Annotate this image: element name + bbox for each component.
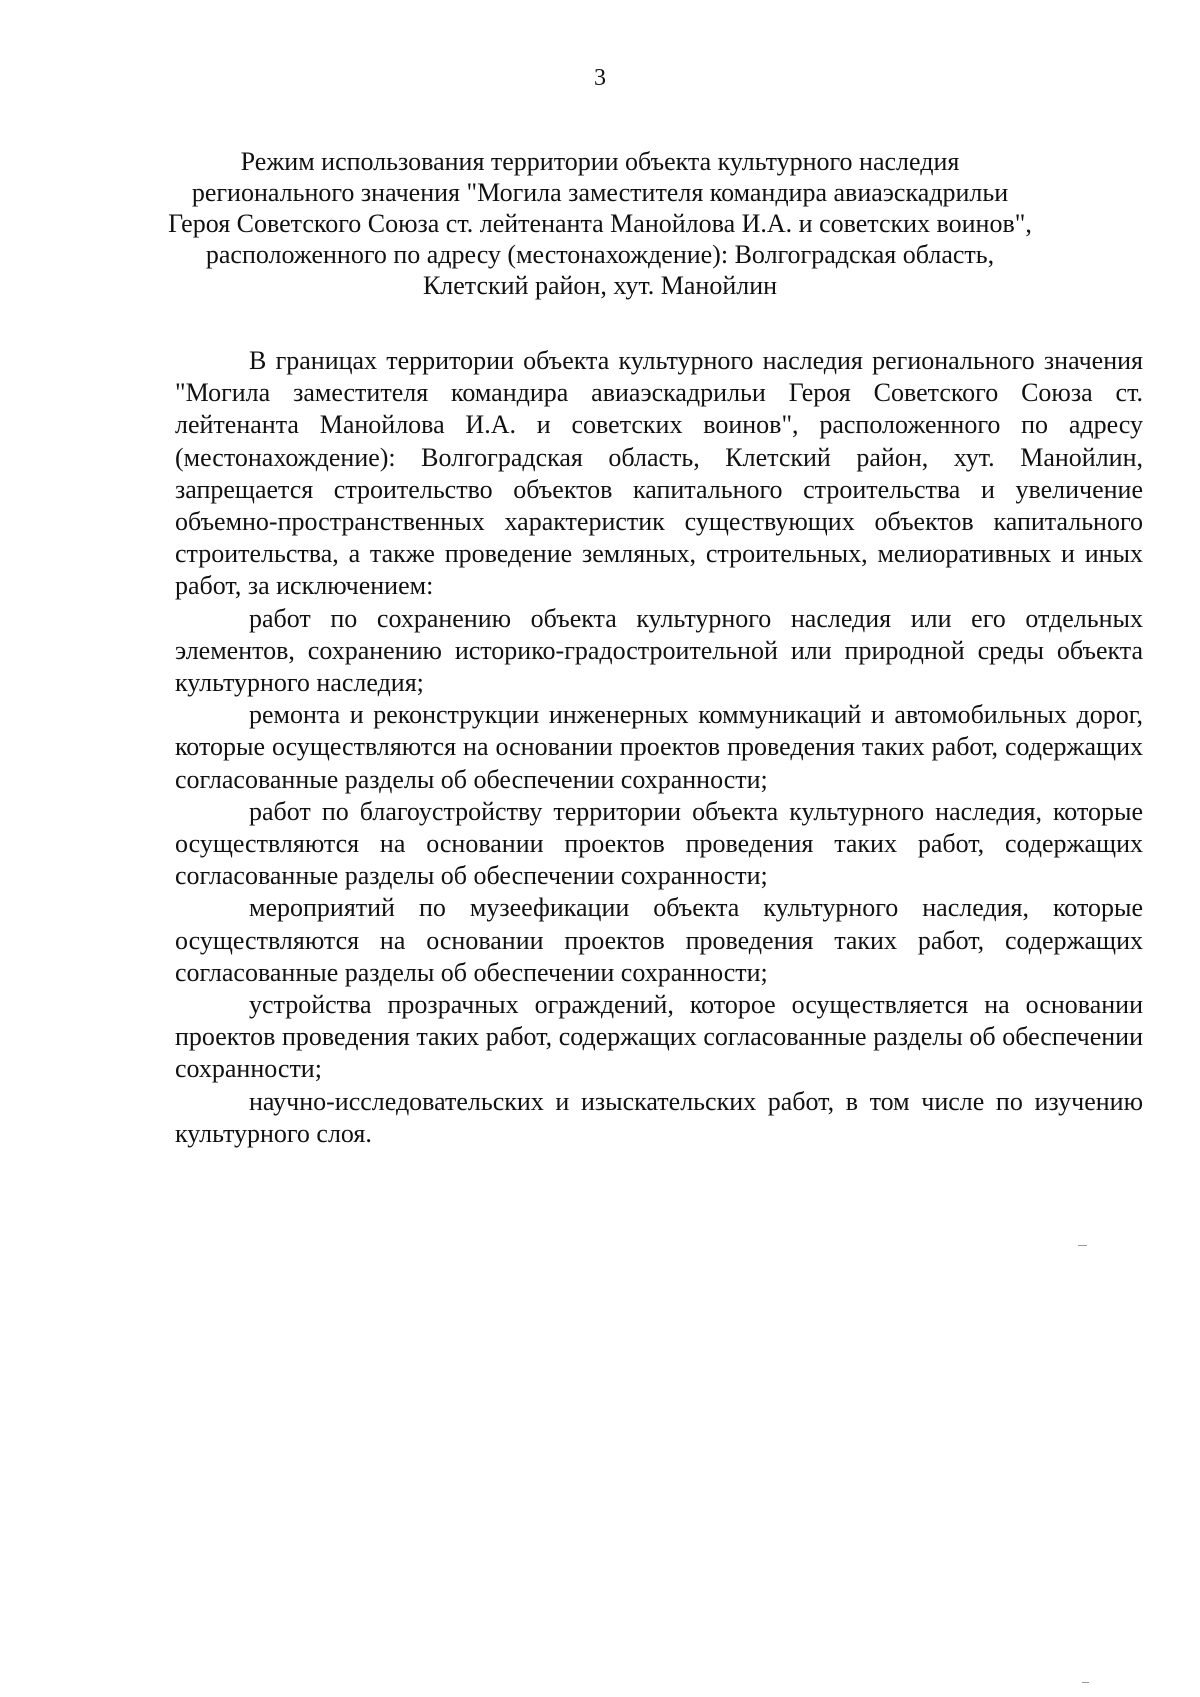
exception-item: мероприятий по музеефикации объекта культурного наследия, которые осуществляются на основании проектов проведения таких работ, содержащих согласованные разделы об обеспечении сохранности; <box>175 893 1143 987</box>
title-line: Героя Советского Союза ст. лейтенанта Манойлова И.А. и советских воинов", <box>168 209 1032 238</box>
document-body <box>175 345 1143 1150</box>
title-line: Режим использования территории объекта культурного наследия <box>240 147 960 176</box>
exception-item: работ по благоустройству территории объекта культурного наследия, которые осуществляются на основании проектов проведения таких работ, содержащих согласованные разделы об обеспечении сохранности; <box>175 796 1143 891</box>
title-line: регионального значения "Могила заместителя командира авиаэскадрильи <box>191 178 1009 207</box>
scan-speck <box>1078 1245 1087 1246</box>
title-line: расположенного по адресу (местонахождение): Волгоградская область, <box>205 240 995 269</box>
scan-speck <box>1082 1682 1089 1683</box>
intro-paragraph: В границах территории объекта культурного наследия регионального значения "Могила заместителя командира авиаэскадрильи Героя Советского Союза ст. лейтенанта Манойлова И.А. и советских воинов", расположенного по адресу (местонахождение): Волгоградская область, Клетский район, хут. Манойлин, запрещается строительство объектов капитального строительства и увеличение объемно-пространственных характеристик существующих объектов капитального строительства, а также проведение земляных, строительных, мелиоративных и иных работ, за исключением: <box>175 346 1143 601</box>
title-line: Клетский район, хут. Манойлин <box>422 271 778 300</box>
exception-item: работ по сохранению объекта культурного наследия или его отдельных элементов, сохранению историко-градостроительной или природной среды объекта культурного наследия; <box>175 603 1143 698</box>
exception-item: устройства прозрачных ограждений, которое осуществляется на основании проектов проведения таких работ, содержащих согласованные разделы об обеспечении сохранности; <box>175 990 1143 1084</box>
exception-item: научно-исследовательских и изыскательских работ, в том числе по изучению культурного слоя. <box>175 1086 1143 1148</box>
page-number: 3 <box>594 65 606 91</box>
document-title <box>160 146 1040 301</box>
exception-item: ремонта и реконструкции инженерных коммуникаций и автомобильных дорог, которые осуществляются на основании проектов проведения таких работ, содержащих согласованные разделы об обеспечении сохранности; <box>175 700 1143 794</box>
